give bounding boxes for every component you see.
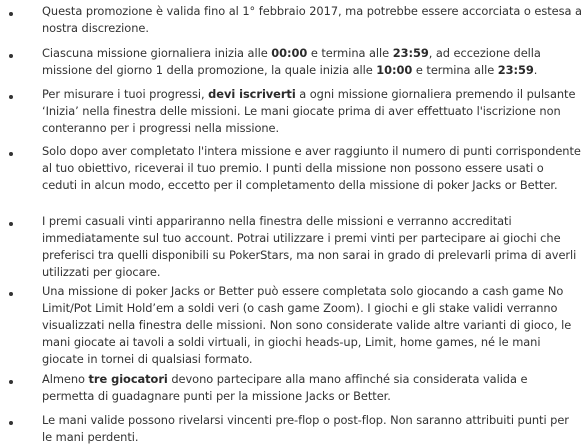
bullet-icon [9,421,13,425]
text-span: devono partecipare alla mano affinché sia considerata valida e permetta di guadagnare punti per la missione Jacks or Better. [42,372,528,403]
text-span: Almeno [42,372,89,386]
text-span: Ciascuna missione giornaliera inizia alle [42,46,272,60]
terms-item-text [42,45,582,79]
bullet-icon [9,292,13,296]
bullet-icon [9,12,13,16]
bold-text: tre giocatori [88,372,168,386]
bullet-icon [9,380,13,384]
text-span: e termina alle [307,46,393,60]
bullet-icon [9,152,13,156]
text-span: . [533,63,538,77]
text-span: Per misurare i tuoi progressi, [42,87,209,101]
text-span: Solo dopo aver completato l'intera missione e aver raggiunto il numero di punti corrispondente al tuo obiettivo, riceverai il tuo premio. I punti della missione non possono essere usati o ceduti in alcun modo, eccetto per il completamento della missione di poker Jacks or Better. [42,144,581,192]
text-span: , ad eccezione della missione del giorno 1 della promozione, la quale inizia alle [42,46,541,77]
bullet-icon [9,222,13,226]
bold-text: 23:59 [392,46,429,60]
bullet-icon [9,95,13,99]
bold-text: 23:59 [497,63,534,77]
text-span: Questa promozione è valida fino al 1° febbraio 2017, ma potrebbe essere accorciata o estesa a nostra discrezione. [42,4,582,35]
bold-text: devi iscriverti [208,87,296,101]
text-span: I premi casuali vinti appariranno nella finestra delle missioni e verranno accreditati immediatamente sul tuo account. Potrai utilizzare i premi vinti per partecipare ai giochi che preferisci tra quelli disponibili su PokerStars, ma non sarai in grado di prelevarli prima di averli utilizzati per giocare. [42,214,577,279]
text-span: Le mani valide possono rivelarsi vincenti pre-flop o post-flop. Non saranno attribuiti punti per le mani perdenti. [42,413,569,444]
text-span: a ogni missione giornaliera premendo il pulsante ‘Inizia’ nella finestra delle missioni. Le mani giocate prima di aver effettuato l'iscrizione non conteranno per i progressi nella missione. [42,87,576,135]
terms-item-text [42,86,582,137]
terms-item-text [42,283,582,368]
terms-item-text [42,371,582,405]
text-span: Una missione di poker Jacks or Better può essere completata solo giocando a cash game No Limit/Pot Limit Hold’em a soldi veri (o cash game Zoom). I giochi e gli stake validi verranno visualizzati nella finestra delle missioni. Non sono considerate valide altre varianti di gioco, le mani giocate ai tavoli a soldi virtuali, in giochi heads-up, Limit, home games, né le mani giocate in tornei di qualsiasi formato. [42,284,572,366]
text-span: e termina alle [412,63,498,77]
terms-item-text [42,3,582,37]
terms-item-text [42,213,582,281]
terms-item-text [42,412,582,446]
bold-text: 00:00 [271,46,308,60]
terms-item-text [42,143,582,194]
bullet-icon [9,54,13,58]
bold-text: 10:00 [376,63,413,77]
